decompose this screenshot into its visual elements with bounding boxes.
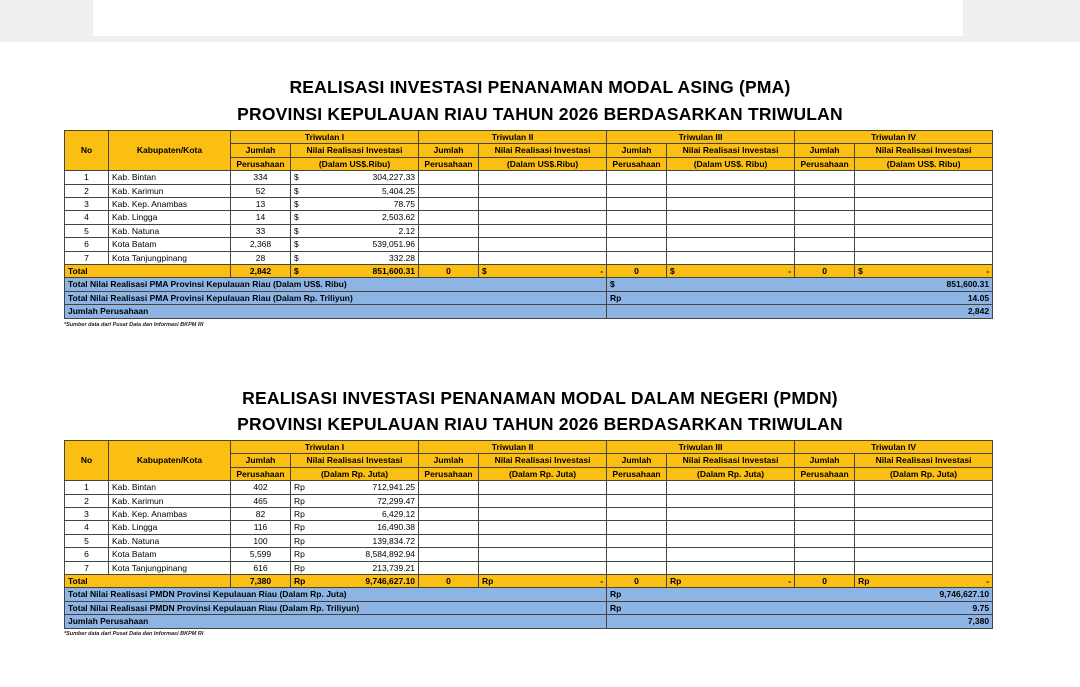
header-unit: (Dalam US$. Ribu) [855, 157, 993, 170]
summary-currency: Rp [607, 601, 667, 614]
empty-cell [607, 171, 667, 184]
header-unit: (Dalam Rp. Juta) [479, 467, 607, 480]
empty-cell [795, 198, 855, 211]
empty-cell [607, 251, 667, 264]
header-nilai: Nilai Realisasi Investasi [667, 144, 795, 157]
empty-cell [419, 211, 479, 224]
header-nilai: Nilai Realisasi Investasi [855, 454, 993, 467]
row-no: 4 [65, 211, 109, 224]
empty-cell [479, 251, 607, 264]
header-unit: (Dalam Rp. Juta) [855, 467, 993, 480]
table-row [65, 198, 993, 211]
empty-cell [419, 508, 479, 521]
empty-cell [795, 521, 855, 534]
header-jumlah: Jumlah [231, 144, 291, 157]
empty-cell [607, 481, 667, 494]
table-row [65, 184, 993, 197]
summary-currency: $ [607, 278, 667, 291]
row-name: Kab. Karimun [109, 494, 231, 507]
row-value: 2,503.62 [303, 211, 419, 224]
empty-cell [479, 521, 607, 534]
row-currency: $ [291, 184, 303, 197]
summary-value: 9.75 [667, 601, 993, 614]
summary-label: Jumlah Perusahaan [65, 615, 607, 628]
empty-cell [479, 211, 607, 224]
row-no: 2 [65, 184, 109, 197]
total-currency: Rp [479, 575, 491, 588]
row-value: 8,584,892.94 [303, 548, 419, 561]
header-quarter: Triwulan III [607, 131, 795, 144]
header-unit: (Dalam US$.Ribu) [291, 157, 419, 170]
row-value: 712,941.25 [303, 481, 419, 494]
empty-cell [855, 184, 993, 197]
total-value: 9,746,627.10 [303, 575, 419, 588]
empty-cell [479, 534, 607, 547]
row-count: 465 [231, 494, 291, 507]
row-count: 28 [231, 251, 291, 264]
header-quarter: Triwulan II [419, 441, 607, 454]
empty-cell [607, 508, 667, 521]
row-name: Kab. Karimun [109, 184, 231, 197]
summary-label: Jumlah Perusahaan [65, 305, 607, 318]
row-count: 402 [231, 481, 291, 494]
table-row [65, 211, 993, 224]
row-currency: $ [291, 224, 303, 237]
row-no: 7 [65, 251, 109, 264]
empty-cell [855, 171, 993, 184]
header-unit: (Dalam US$. Ribu) [667, 157, 795, 170]
row-value: 213,739.21 [303, 561, 419, 574]
row-value: 72,299.47 [303, 494, 419, 507]
empty-cell [419, 251, 479, 264]
header-jumlah: Jumlah [795, 144, 855, 157]
row-name: Kab. Natuna [109, 224, 231, 237]
row-value: 6,429.12 [303, 508, 419, 521]
empty-cell [479, 184, 607, 197]
header-jumlah: Jumlah [795, 454, 855, 467]
row-no: 1 [65, 481, 109, 494]
table-row [65, 238, 993, 251]
empty-cell [855, 481, 993, 494]
pma-title-line-2: PROVINSI KEPULAUAN RIAU TAHUN 2026 BERDASARKAN TRIWULAN [237, 104, 843, 124]
row-count: 33 [231, 224, 291, 237]
summary-label: Total Nilai Realisasi PMDN Provinsi Kepulauan Riau (Dalam Rp. Juta) [65, 588, 607, 601]
summary-row [65, 291, 993, 304]
empty-cell [667, 224, 795, 237]
row-no: 2 [65, 494, 109, 507]
summary-row [65, 278, 993, 291]
row-value: 139,834.72 [303, 534, 419, 547]
row-no: 6 [65, 238, 109, 251]
header-quarter: Triwulan II [419, 131, 607, 144]
header-perusahaan: Perusahaan [795, 157, 855, 170]
row-no: 5 [65, 534, 109, 547]
empty-cell [479, 238, 607, 251]
table-row [65, 534, 993, 547]
summary-value: 9,746,627.10 [667, 588, 993, 601]
summary-value: 2,842 [667, 305, 993, 318]
total-currency: Rp [855, 575, 867, 588]
row-count: 5,599 [231, 548, 291, 561]
empty-cell [419, 198, 479, 211]
total-dash: - [679, 575, 795, 588]
empty-cell [855, 224, 993, 237]
row-value: 78.75 [303, 198, 419, 211]
empty-cell [795, 494, 855, 507]
summary-value: 851,600.31 [667, 278, 993, 291]
row-name: Kab. Lingga [109, 521, 231, 534]
table-row [65, 508, 993, 521]
header-no: No [65, 131, 109, 171]
header-perusahaan: Perusahaan [795, 467, 855, 480]
row-no: 3 [65, 508, 109, 521]
row-currency: $ [291, 251, 303, 264]
total-zero: 0 [419, 265, 479, 278]
header-jumlah: Jumlah [231, 454, 291, 467]
total-zero: 0 [419, 575, 479, 588]
empty-cell [855, 251, 993, 264]
row-count: 82 [231, 508, 291, 521]
empty-cell [667, 198, 795, 211]
header-perusahaan: Perusahaan [607, 157, 667, 170]
pmdn-title-line-2: PROVINSI KEPULAUAN RIAU TAHUN 2026 BERDASARKAN TRIWULAN [237, 414, 843, 434]
empty-cell [607, 224, 667, 237]
empty-cell [795, 534, 855, 547]
header-perusahaan: Perusahaan [231, 467, 291, 480]
total-currency: Rp [291, 575, 303, 588]
pmdn-table [64, 440, 993, 629]
summary-row [65, 615, 993, 628]
header-unit: (Dalam Rp. Juta) [291, 467, 419, 480]
total-zero: 0 [607, 575, 667, 588]
total-label: Total [65, 575, 231, 588]
pmdn-source-note: *Sumber data dari Pusat Data dan Informasi BKPM RI [64, 631, 204, 637]
row-value: 304,227.33 [303, 171, 419, 184]
empty-cell [479, 171, 607, 184]
header-quarter: Triwulan IV [795, 131, 993, 144]
total-zero: 0 [795, 265, 855, 278]
total-zero: 0 [795, 575, 855, 588]
empty-cell [419, 494, 479, 507]
empty-cell [607, 184, 667, 197]
empty-cell [855, 238, 993, 251]
row-count: 52 [231, 184, 291, 197]
header-quarter: Triwulan I [231, 131, 419, 144]
row-currency: Rp [291, 494, 303, 507]
row-value: 539,051.96 [303, 238, 419, 251]
row-name: Kota Batam [109, 548, 231, 561]
empty-cell [607, 561, 667, 574]
empty-cell [855, 548, 993, 561]
empty-cell [795, 171, 855, 184]
row-no: 3 [65, 198, 109, 211]
empty-cell [667, 534, 795, 547]
row-value: 2.12 [303, 224, 419, 237]
header-nilai: Nilai Realisasi Investasi [667, 454, 795, 467]
header-jumlah: Jumlah [419, 454, 479, 467]
pma-table [64, 130, 993, 319]
empty-cell [667, 171, 795, 184]
empty-cell [479, 548, 607, 561]
summary-currency: Rp [607, 291, 667, 304]
table-row [65, 548, 993, 561]
header-perusahaan: Perusahaan [607, 467, 667, 480]
header-unit: (Dalam Rp. Juta) [667, 467, 795, 480]
empty-cell [795, 548, 855, 561]
top-bar [0, 0, 1080, 42]
empty-cell [607, 238, 667, 251]
header-quarter: Triwulan I [231, 441, 419, 454]
row-name: Kota Tanjungpinang [109, 561, 231, 574]
header-unit: (Dalam US$.Ribu) [479, 157, 607, 170]
empty-cell [479, 481, 607, 494]
empty-cell [667, 211, 795, 224]
total-row [65, 575, 993, 588]
empty-cell [607, 494, 667, 507]
empty-cell [667, 521, 795, 534]
empty-cell [607, 534, 667, 547]
total-dash: - [867, 575, 993, 588]
summary-label: Total Nilai Realisasi PMA Provinsi Kepulauan Riau (Dalam US$. Ribu) [65, 278, 607, 291]
summary-row [65, 601, 993, 614]
total-count: 7,380 [231, 575, 291, 588]
header-nilai: Nilai Realisasi Investasi [855, 144, 993, 157]
row-count: 14 [231, 211, 291, 224]
total-label: Total [65, 265, 231, 278]
row-currency: Rp [291, 508, 303, 521]
summary-row [65, 305, 993, 318]
header-nilai: Nilai Realisasi Investasi [479, 144, 607, 157]
empty-cell [419, 521, 479, 534]
empty-cell [607, 521, 667, 534]
summary-currency [607, 615, 667, 628]
empty-cell [795, 508, 855, 521]
row-name: Kab. Bintan [109, 481, 231, 494]
row-no: 4 [65, 521, 109, 534]
total-currency: $ [667, 265, 679, 278]
header-jumlah: Jumlah [419, 144, 479, 157]
empty-cell [667, 508, 795, 521]
empty-cell [479, 224, 607, 237]
pma-title-line-1: REALISASI INVESTASI PENANAMAN MODAL ASING (PMA) [289, 77, 791, 97]
row-count: 100 [231, 534, 291, 547]
row-currency: Rp [291, 561, 303, 574]
empty-cell [607, 198, 667, 211]
empty-cell [667, 184, 795, 197]
row-no: 6 [65, 548, 109, 561]
summary-currency: Rp [607, 588, 667, 601]
empty-cell [855, 211, 993, 224]
row-name: Kab. Lingga [109, 211, 231, 224]
table-row [65, 171, 993, 184]
total-zero: 0 [607, 265, 667, 278]
row-name: Kota Tanjungpinang [109, 251, 231, 264]
row-count: 334 [231, 171, 291, 184]
row-name: Kab. Kep. Anambas [109, 198, 231, 211]
empty-cell [795, 211, 855, 224]
empty-cell [855, 508, 993, 521]
row-name: Kab. Bintan [109, 171, 231, 184]
empty-cell [855, 198, 993, 211]
empty-cell [795, 224, 855, 237]
header-kabupaten: Kabupaten/Kota [109, 441, 231, 481]
row-value: 16,490.38 [303, 521, 419, 534]
empty-cell [667, 494, 795, 507]
table-row [65, 561, 993, 574]
empty-cell [795, 238, 855, 251]
empty-cell [419, 481, 479, 494]
header-perusahaan: Perusahaan [419, 467, 479, 480]
header-nilai: Nilai Realisasi Investasi [291, 454, 419, 467]
total-value: 851,600.31 [303, 265, 419, 278]
row-no: 1 [65, 171, 109, 184]
row-currency: Rp [291, 481, 303, 494]
total-count: 2,842 [231, 265, 291, 278]
row-count: 2,368 [231, 238, 291, 251]
row-currency: Rp [291, 521, 303, 534]
row-name: Kab. Kep. Anambas [109, 508, 231, 521]
row-currency: $ [291, 198, 303, 211]
empty-cell [667, 548, 795, 561]
empty-cell [419, 171, 479, 184]
empty-cell [855, 561, 993, 574]
empty-cell [479, 494, 607, 507]
empty-cell [667, 238, 795, 251]
table-row [65, 521, 993, 534]
summary-label: Total Nilai Realisasi PMDN Provinsi Kepulauan Riau (Dalam Rp. Triliyun) [65, 601, 607, 614]
empty-cell [667, 481, 795, 494]
row-count: 616 [231, 561, 291, 574]
row-count: 116 [231, 521, 291, 534]
header-jumlah: Jumlah [607, 144, 667, 157]
empty-cell [479, 508, 607, 521]
header-nilai: Nilai Realisasi Investasi [291, 144, 419, 157]
row-value: 332.28 [303, 251, 419, 264]
total-dash: - [867, 265, 993, 278]
total-currency: $ [479, 265, 491, 278]
header-kabupaten: Kabupaten/Kota [109, 131, 231, 171]
header-no: No [65, 441, 109, 481]
summary-value: 7,380 [667, 615, 993, 628]
row-value: 5,404.25 [303, 184, 419, 197]
header-jumlah: Jumlah [607, 454, 667, 467]
table-row [65, 224, 993, 237]
summary-label: Total Nilai Realisasi PMA Provinsi Kepulauan Riau (Dalam Rp. Triliyun) [65, 291, 607, 304]
total-dash: - [491, 575, 607, 588]
header-nilai: Nilai Realisasi Investasi [479, 454, 607, 467]
empty-cell [419, 561, 479, 574]
empty-cell [855, 534, 993, 547]
header-perusahaan: Perusahaan [419, 157, 479, 170]
empty-cell [795, 251, 855, 264]
header-quarter: Triwulan IV [795, 441, 993, 454]
empty-cell [419, 224, 479, 237]
row-name: Kota Batam [109, 238, 231, 251]
empty-cell [479, 198, 607, 211]
empty-cell [667, 561, 795, 574]
header-perusahaan: Perusahaan [231, 157, 291, 170]
pma-source-note: *Sumber data dari Pusat Data dan Informasi BKPM RI [64, 322, 204, 328]
total-dash: - [679, 265, 795, 278]
empty-cell [795, 481, 855, 494]
empty-cell [855, 494, 993, 507]
total-currency: $ [855, 265, 867, 278]
row-no: 5 [65, 224, 109, 237]
summary-currency [607, 305, 667, 318]
row-no: 7 [65, 561, 109, 574]
empty-cell [607, 211, 667, 224]
pmdn-title-line-1: REALISASI INVESTASI PENANAMAN MODAL DALAM NEGERI (PMDN) [242, 388, 838, 408]
empty-cell [479, 561, 607, 574]
empty-cell [419, 548, 479, 561]
empty-cell [855, 521, 993, 534]
row-currency: $ [291, 238, 303, 251]
summary-row [65, 588, 993, 601]
empty-cell [795, 184, 855, 197]
row-count: 13 [231, 198, 291, 211]
total-currency: Rp [667, 575, 679, 588]
row-name: Kab. Natuna [109, 534, 231, 547]
total-row [65, 265, 993, 278]
table-row [65, 251, 993, 264]
table-row [65, 494, 993, 507]
top-bar-panel [93, 0, 963, 36]
empty-cell [607, 548, 667, 561]
row-currency: Rp [291, 534, 303, 547]
table-row [65, 481, 993, 494]
row-currency: Rp [291, 548, 303, 561]
empty-cell [667, 251, 795, 264]
empty-cell [419, 534, 479, 547]
empty-cell [419, 238, 479, 251]
summary-value: 14.05 [667, 291, 993, 304]
total-dash: - [491, 265, 607, 278]
total-currency: $ [291, 265, 303, 278]
row-currency: $ [291, 171, 303, 184]
header-quarter: Triwulan III [607, 441, 795, 454]
row-currency: $ [291, 211, 303, 224]
empty-cell [419, 184, 479, 197]
empty-cell [795, 561, 855, 574]
